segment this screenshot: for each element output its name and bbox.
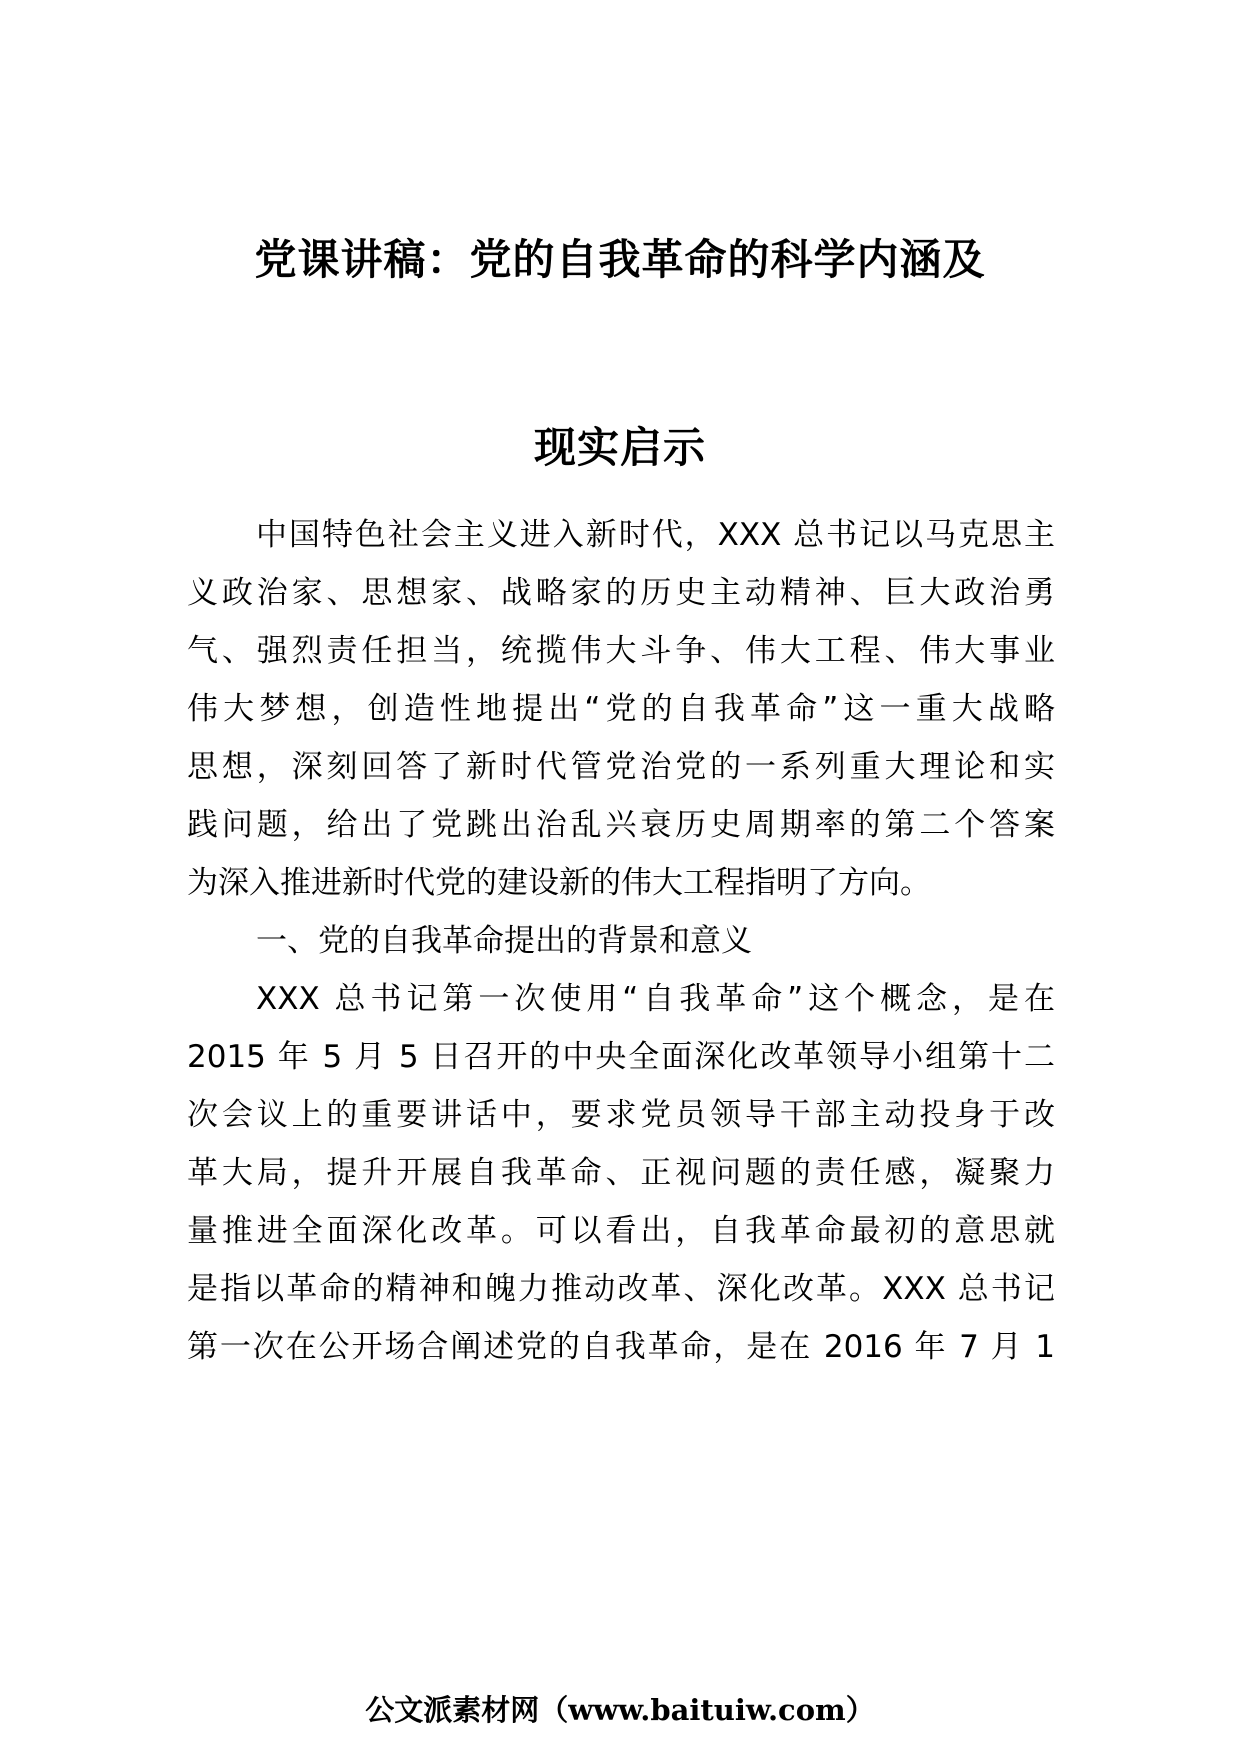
body-line: 第一次在公开场合阐述党的自我革命，是在 2016 年 7 月 1 xyxy=(187,1329,1055,1365)
body-line: 量推进全面深化改革。可以看出，自我革命最初的意思就 xyxy=(187,1213,1055,1249)
body-line: 中国特色社会主义进入新时代，XXX 总书记以马克思主 xyxy=(256,517,1055,553)
body-line: 革大局，提升开展自我革命、正视问题的责任感，凝聚力 xyxy=(187,1155,1055,1191)
body-line: 气、强烈责任担当，统揽伟大斗争、伟大工程、伟大事业 xyxy=(187,633,1055,669)
page-footer-watermark: 公文派素材网（www.baituiw.com） xyxy=(365,1693,875,1727)
document-title-line-2: 现实启示 xyxy=(533,423,706,473)
body-line: 为深入推进新时代党的建设新的伟大工程指明了方向。 xyxy=(187,865,931,901)
body-line: 次会议上的重要讲话中，要求党员领导干部主动投身于改 xyxy=(187,1097,1055,1133)
body-line: 伟大梦想，创造性地提出“党的自我革命”这一重大战略 xyxy=(187,691,1055,727)
body-line: 思想，深刻回答了新时代管党治党的一系列重大理论和实 xyxy=(187,749,1055,785)
body-line: 义政治家、思想家、战略家的历史主动精神、巨大政治勇 xyxy=(187,575,1055,611)
body-line: 是指以革命的精神和魄力推动改革、深化改革。XXX 总书记 xyxy=(187,1271,1055,1307)
body-line: 2015 年 5 月 5 日召开的中央全面深化改革领导小组第十二 xyxy=(187,1039,1055,1075)
body-line: XXX 总书记第一次使用“自我革命”这个概念，是在 xyxy=(256,981,1055,1017)
document-title-line-1: 党课讲稿：党的自我革命的科学内涵及 xyxy=(254,235,986,285)
body-line: 践问题，给出了党跳出治乱兴衰历史周期率的第二个答案 xyxy=(187,807,1055,843)
section-heading: 一、党的自我革命提出的背景和意义 xyxy=(256,923,752,959)
